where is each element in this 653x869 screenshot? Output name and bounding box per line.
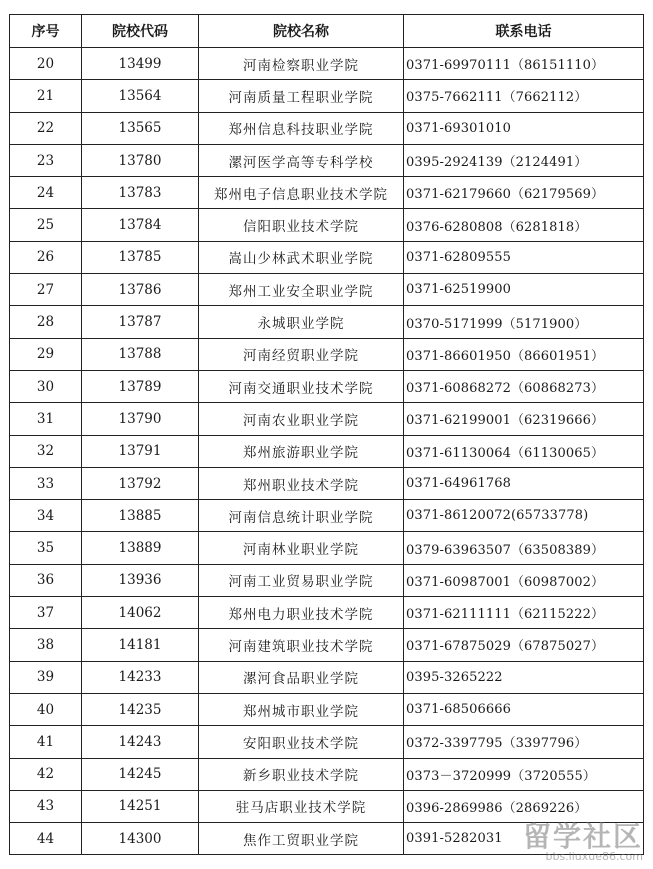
row-code: 14300	[82, 823, 199, 855]
row-code: 13789	[82, 370, 199, 402]
row-phone: 0370-5171999（5171900）	[404, 306, 644, 338]
row-phone: 0391-5282031	[404, 823, 644, 855]
row-code: 13936	[82, 564, 199, 596]
row-college-name: 河南交通职业技术学院	[199, 370, 404, 402]
row-college-name: 河南林业职业学院	[199, 532, 404, 564]
row-college-name: 郑州城市职业学院	[199, 693, 404, 725]
college-contact-table	[9, 14, 644, 855]
table-row	[10, 435, 644, 467]
table-header-row	[10, 15, 644, 48]
row-code: 13564	[82, 80, 199, 112]
row-code: 13784	[82, 209, 199, 241]
row-college-name: 焦作工贸职业学院	[199, 823, 404, 855]
row-phone: 0371-60987001（60987002）	[404, 564, 644, 596]
table-row	[10, 500, 644, 532]
watermark-url: bbs.liuxue86.com	[545, 850, 643, 863]
row-college-name: 安阳职业技术学院	[199, 726, 404, 758]
row-code: 13792	[82, 467, 199, 499]
row-code: 13791	[82, 435, 199, 467]
table-row	[10, 144, 644, 176]
row-index: 32	[10, 435, 82, 467]
row-index: 41	[10, 726, 82, 758]
row-code: 13783	[82, 177, 199, 209]
table-row	[10, 597, 644, 629]
row-index: 43	[10, 790, 82, 822]
row-index: 35	[10, 532, 82, 564]
table-row	[10, 241, 644, 273]
table-row	[10, 726, 644, 758]
row-index: 36	[10, 564, 82, 596]
row-phone: 0371-61130064（61130065）	[404, 435, 644, 467]
row-college-name: 郑州电力职业技术学院	[199, 597, 404, 629]
row-phone: 0371-69301010	[404, 112, 644, 144]
table-row	[10, 370, 644, 402]
table-row	[10, 629, 644, 661]
table-row	[10, 403, 644, 435]
row-code: 14235	[82, 693, 199, 725]
row-college-name: 郑州电子信息职业技术学院	[199, 177, 404, 209]
row-phone: 0371-67875029（67875027）	[404, 629, 644, 661]
row-phone: 0371-68506666	[404, 693, 644, 725]
row-index: 29	[10, 338, 82, 370]
row-code: 14181	[82, 629, 199, 661]
table-row	[10, 48, 644, 80]
row-code: 13889	[82, 532, 199, 564]
table-row	[10, 112, 644, 144]
row-phone: 0371-62179660（62179569）	[404, 177, 644, 209]
table-row	[10, 80, 644, 112]
row-college-name: 永城职业学院	[199, 306, 404, 338]
row-index: 40	[10, 693, 82, 725]
header-phone: 联系电话	[404, 15, 644, 48]
table-row	[10, 532, 644, 564]
table-row	[10, 467, 644, 499]
row-phone: 0371-62111111（62115222）	[404, 597, 644, 629]
row-code: 13780	[82, 144, 199, 176]
row-index: 24	[10, 177, 82, 209]
row-index: 31	[10, 403, 82, 435]
row-phone: 0396-2869986（2869226）	[404, 790, 644, 822]
row-college-name: 郑州职业技术学院	[199, 467, 404, 499]
document-page	[9, 14, 643, 855]
row-index: 37	[10, 597, 82, 629]
row-index: 27	[10, 274, 82, 306]
row-index: 30	[10, 370, 82, 402]
row-phone: 0371-62809555	[404, 241, 644, 273]
row-code: 13885	[82, 500, 199, 532]
row-index: 34	[10, 500, 82, 532]
row-code: 13788	[82, 338, 199, 370]
row-phone: 0371-86120072(65733778)	[404, 500, 644, 532]
row-college-name: 郑州旅游职业学院	[199, 435, 404, 467]
row-phone: 0371-62519900	[404, 274, 644, 306]
header-code: 院校代码	[82, 15, 199, 48]
row-phone: 0371-69970111（86151110）	[404, 48, 644, 80]
row-code: 14243	[82, 726, 199, 758]
row-college-name: 新乡职业技术学院	[199, 758, 404, 790]
table-row	[10, 338, 644, 370]
table-row	[10, 758, 644, 790]
row-index: 39	[10, 661, 82, 693]
row-phone: 0371-60868272（60868273）	[404, 370, 644, 402]
row-code: 14245	[82, 758, 199, 790]
row-index: 21	[10, 80, 82, 112]
row-code: 14251	[82, 790, 199, 822]
row-index: 42	[10, 758, 82, 790]
row-index: 20	[10, 48, 82, 80]
row-phone: 0376-6280808（6281818）	[404, 209, 644, 241]
row-college-name: 郑州工业安全职业学院	[199, 274, 404, 306]
row-college-name: 驻马店职业技术学院	[199, 790, 404, 822]
table-row	[10, 693, 644, 725]
header-index: 序号	[10, 15, 82, 48]
row-phone: 0372-3397795（3397796）	[404, 726, 644, 758]
table-row	[10, 209, 644, 241]
row-phone: 0373－3720999（3720555）	[404, 758, 644, 790]
site-watermark	[522, 820, 643, 863]
row-code: 13565	[82, 112, 199, 144]
table-row	[10, 790, 644, 822]
row-index: 33	[10, 467, 82, 499]
row-college-name: 河南农业职业学院	[199, 403, 404, 435]
row-code: 13499	[82, 48, 199, 80]
row-college-name: 河南信息统计职业学院	[199, 500, 404, 532]
table-row	[10, 661, 644, 693]
row-index: 38	[10, 629, 82, 661]
row-phone: 0371-86601950（86601951）	[404, 338, 644, 370]
row-phone: 0371-64961768	[404, 467, 644, 499]
row-index: 23	[10, 144, 82, 176]
row-college-name: 河南检察职业学院	[199, 48, 404, 80]
row-code: 13785	[82, 241, 199, 273]
row-code: 13786	[82, 274, 199, 306]
row-code: 14062	[82, 597, 199, 629]
header-name: 院校名称	[199, 15, 404, 48]
row-index: 26	[10, 241, 82, 273]
row-phone: 0395-3265222	[404, 661, 644, 693]
table-row	[10, 306, 644, 338]
table-row	[10, 177, 644, 209]
row-college-name: 河南质量工程职业学院	[199, 80, 404, 112]
table-row	[10, 564, 644, 596]
row-code: 13787	[82, 306, 199, 338]
row-phone: 0395-2924139（2124491）	[404, 144, 644, 176]
row-index: 25	[10, 209, 82, 241]
watermark-title: 留学社区	[522, 820, 643, 853]
row-phone: 0379-63963507（63508389）	[404, 532, 644, 564]
row-college-name: 河南经贸职业学院	[199, 338, 404, 370]
row-phone: 0375-7662111（7662112）	[404, 80, 644, 112]
row-index: 44	[10, 823, 82, 855]
row-college-name: 嵩山少林武术职业学院	[199, 241, 404, 273]
row-college-name: 漯河食品职业学院	[199, 661, 404, 693]
row-phone: 0371-62199001（62319666）	[404, 403, 644, 435]
row-index: 28	[10, 306, 82, 338]
row-code: 13790	[82, 403, 199, 435]
row-college-name: 河南建筑职业技术学院	[199, 629, 404, 661]
table-row	[10, 274, 644, 306]
row-college-name: 漯河医学高等专科学校	[199, 144, 404, 176]
row-index: 22	[10, 112, 82, 144]
row-college-name: 信阳职业技术学院	[199, 209, 404, 241]
row-college-name: 郑州信息科技职业学院	[199, 112, 404, 144]
row-code: 14233	[82, 661, 199, 693]
row-college-name: 河南工业贸易职业学院	[199, 564, 404, 596]
